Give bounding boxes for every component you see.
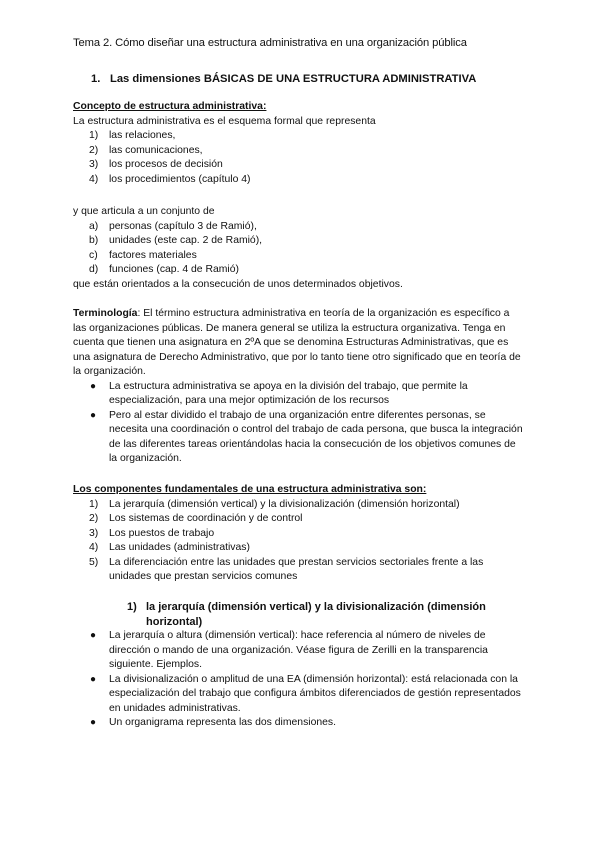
list-item [73,498,523,513]
section-number: 1. [91,73,101,85]
articula-section [73,205,523,292]
list-item [73,380,523,409]
list-item-text: La jerarquía (dimensión vertical) y la divisionalización (dimensión horizontal) [109,498,460,510]
subsection-heading [127,600,507,629]
list-marker: 3) [89,159,99,170]
bullet-icon: ● [90,409,97,421]
list-item-text: Los puestos de trabajo [109,527,215,539]
section-heading-text: Las dimensiones BÁSICAS DE UNA ESTRUCTURA ADMINISTRATIVA [110,73,477,85]
list-marker: a) [89,220,99,232]
list-item-text: Las unidades (administrativas) [109,542,250,553]
list-item [73,512,523,527]
list-item [73,173,523,188]
list-item [73,673,523,717]
list-item-text: La jerarquía o altura (dimensión vertical): hace referencia al número de niveles de dirección o mando de una organización. Véase figura de Zerilli en la transparencia siguiente. Ejemplos. [109,630,488,670]
list-item [73,716,523,731]
terminologia-paragraph [73,307,523,380]
list-item [73,629,523,673]
list-item [73,249,523,264]
list-marker: 3) [89,527,99,539]
concepto-list [73,129,523,187]
concepto-heading: Concepto de estructura administrativa: [73,101,267,112]
subsection-number: 1) [127,601,137,613]
list-marker: 4) [89,173,99,185]
componentes-section [73,483,523,585]
list-marker: b) [89,235,99,246]
list-item [73,158,523,173]
list-item [73,527,523,542]
bullet-icon: ● [90,630,97,641]
list-item [73,220,523,235]
terminologia-text: : El término estructura administrativa en teoría de la organización es específico a las organizaciones públicas. De manera general se utiliza la estructura organizativa. Tenga en cuenta que tienen una asignatura en 2ºA que se denomina Estructuras Administrativas, que es una asignatura de Derecho Administrativo, que por lo tanto tiene otro significado que en teoría de la organización. [73,308,521,377]
jerarquia-bullets [73,629,523,731]
list-item-text: las comunicaciones, [109,144,203,156]
list-marker: 2) [89,513,99,524]
list-item [73,263,523,278]
list-marker: 5) [89,556,99,568]
list-marker: c) [89,249,98,261]
list-marker: 1) [89,130,99,141]
list-item-text: factores materiales [109,249,197,261]
list-marker: 4) [89,542,99,553]
list-item [73,144,523,159]
componentes-list [73,498,523,585]
bullet-icon: ● [90,673,97,685]
concepto-closing: que están orientados a la consecución de unos determinados objetivos. [73,278,403,290]
list-item-text: La estructura administrativa se apoya en la división del trabajo, que permite la especialización, para una mejor optimización de los recursos [109,380,468,406]
list-item-text: los procedimientos (capítulo 4) [109,173,251,185]
list-item-text: personas (capítulo 3 de Ramió), [109,220,257,232]
subsection-heading-continuation: horizontal) [146,615,203,628]
concepto-intro: La estructura administrativa es el esquema formal que representa [73,115,376,127]
bullet-icon: ● [90,717,97,728]
subsection-heading-text: la jerarquía (dimensión vertical) y la divisionalización (dimensión [146,601,486,613]
list-item [73,234,523,249]
terminologia-section [73,307,523,467]
list-item-text: La divisionalización o amplitud de una EA (dimensión horizontal): está relacionada con la especialización del trabajo que configura ámbitos diferenciados de gestión representados en unidades administrativas. [109,673,521,714]
list-item-text: funciones (cap. 4 de Ramió) [109,264,239,275]
list-marker: d) [89,264,99,275]
articula-intro: y que articula a un conjunto de [73,206,215,217]
concepto-section [73,100,523,187]
terminologia-bullets [73,380,523,467]
bullet-icon: ● [90,380,97,392]
list-item-text: unidades (este cap. 2 de Ramió), [109,235,263,246]
componentes-heading: Los componentes fundamentales de una estructura administrativa son: [73,484,427,495]
list-item-text: las relaciones, [109,130,176,141]
document-title: Tema 2. Cómo diseñar una estructura administrativa en una organización pública [73,37,467,49]
list-marker: 2) [89,144,99,156]
articula-list [73,220,523,278]
list-marker: 1) [89,498,99,510]
list-item-text: Un organigrama representa las dos dimensiones. [109,717,336,728]
jerarquia-section [73,629,523,731]
list-item-text: los procesos de decisión [109,159,223,170]
list-item-text: Pero al estar dividido el trabajo de una organización entre diferentes personas, se necesita una coordinación o control del trabajo de cada persona, que busca la integración de las diferentes tareas orientándolas hacia la consecución de los objetivos comunes de la organización. [109,409,523,464]
list-item-text: Los sistemas de coordinación y de control [109,513,303,524]
list-item [73,129,523,144]
list-item [73,541,523,556]
section-heading [91,72,476,87]
list-item [73,409,523,467]
terminologia-label: Terminología [73,308,138,319]
list-item [73,556,523,585]
subsection-heading-line [127,600,507,615]
list-item-text: La diferenciación entre las unidades que prestan servicios sectoriales frente a las unidades que prestan servicios comunes [109,556,484,582]
